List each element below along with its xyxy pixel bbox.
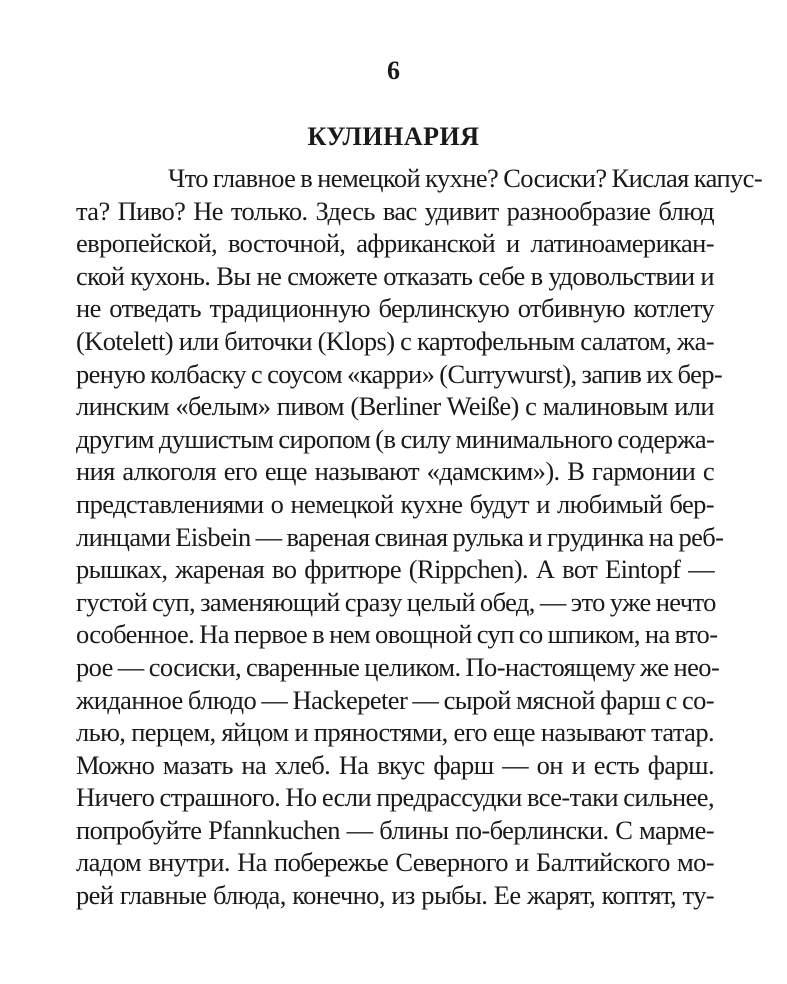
text-line: рышках, жареная во фритюре (Rippchen). А вот Eintopf — xyxy=(76,554,714,585)
text-line: Что главное в немецкой кухне? Сосиски? Кислая капус- xyxy=(168,163,763,193)
text-line: не отведать традиционную берлинскую отбивную котлету xyxy=(76,293,714,324)
chapter-title: КУЛИНАРИЯ xyxy=(307,122,480,151)
text-line: особенное. На первое в нем овощной суп со шпиком, на вто- xyxy=(76,619,718,650)
text-line: лью, перцем, яйцом и пряностями, его еще называют татар. xyxy=(76,717,714,748)
text-line: попробуйте Pfannkuchen — блины по-берлински. С марме- xyxy=(76,814,714,845)
text-line: жиданное блюдо — Hackepeter — сырой мясной фарш с со- xyxy=(76,684,714,715)
text-line: рей главные блюда, конечно, из рыбы. Ее жарят, коптят, ту- xyxy=(76,880,714,911)
text-line: ской кухонь. Вы не сможете отказать себе в удовольствии и xyxy=(76,260,714,291)
body-paragraph xyxy=(76,162,763,912)
text-line: реную колбаску с соусом «карри» (Currywurst), запив их бер- xyxy=(76,358,723,389)
text-line: густой суп, заменяющий сразу целый обед, — это уже нечто xyxy=(76,586,716,617)
text-line: Ничего страшного. Но если предрассудки все-таки сильнее, xyxy=(76,782,714,813)
text-line: другим душистым сиропом (в силу минимального содержа- xyxy=(76,423,715,454)
text-line: (Kotelett) или биточки (Klops) с картофельным салатом, жа- xyxy=(76,325,714,356)
text-line: ния алкоголя его еще называют «дамским»). В гармонии с xyxy=(76,456,714,487)
text-line: рое — сосиски, сваренные целиком. По-настоящему же нео- xyxy=(76,651,720,682)
text-line: Можно мазать на хлеб. На вкус фарш — он и есть фарш. xyxy=(76,749,714,780)
text-line: представлениями о немецкой кухне будут и любимый бер- xyxy=(76,488,714,519)
text-line: линским «белым» пивом (Berliner Weiße) с малиновым или xyxy=(76,391,714,422)
text-line: линцами Eisbein — вареная свиная рулька и грудинка на реб- xyxy=(76,521,724,552)
text-line: ладом внутри. На побережье Северного и Балтийского мо- xyxy=(76,847,714,878)
page-number: 6 xyxy=(387,56,400,85)
text-line: европейской, восточной, африканской и латиноамерикан- xyxy=(76,228,714,259)
text-line: та? Пиво? Не только. Здесь вас удивит разнообразие блюд xyxy=(76,195,714,226)
